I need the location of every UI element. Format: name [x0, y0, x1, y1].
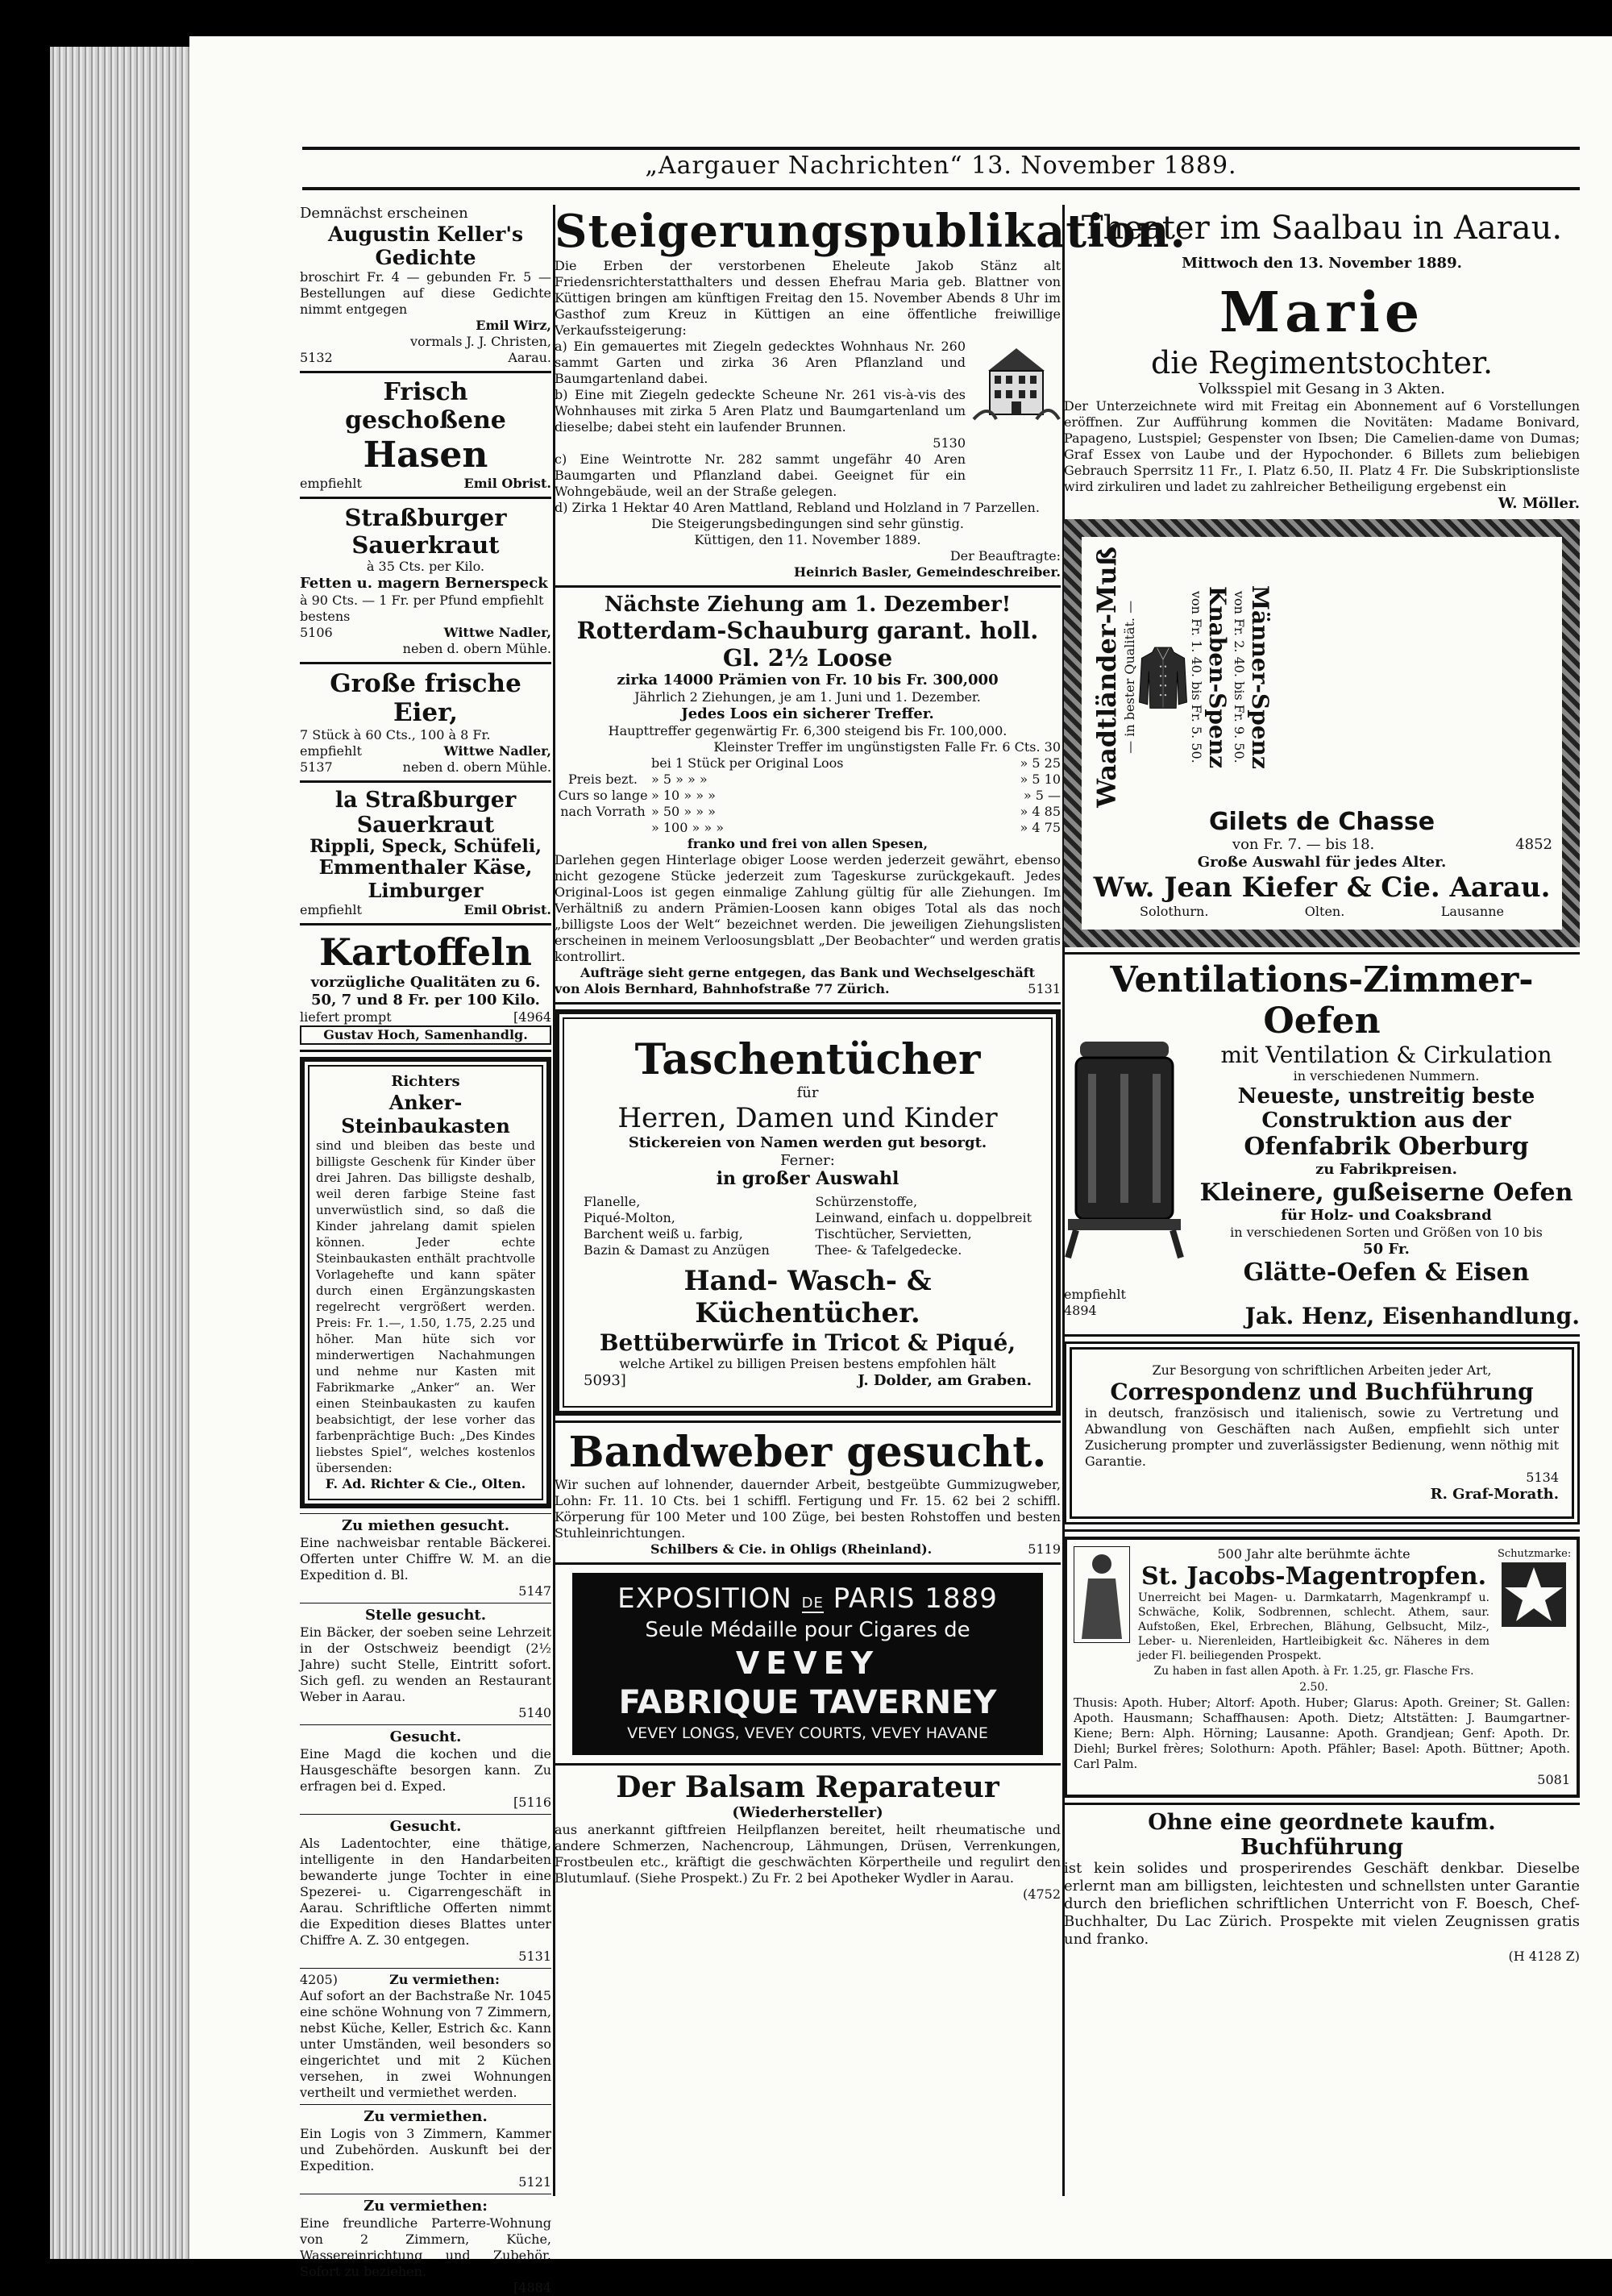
ad-line: Limburger — [368, 879, 484, 902]
ad-body: Ein Logis von 3 Zimmern, Kammer und Zubehörden. Auskunft bei der Expedition. — [300, 2126, 551, 2173]
ad-line: Kleinere, gußeiserne Oefen — [1199, 1178, 1573, 1207]
branch-town: Lausanne — [1440, 903, 1504, 919]
price-row-qty: » 50 » » » — [651, 804, 716, 819]
vertical-label-left: Waadtländer-Muß — [1091, 547, 1122, 808]
ad-title: Steigerungspublikation. — [555, 205, 1186, 258]
ad-number: 5130 — [933, 435, 966, 451]
trademark-label: Schutzmarke: — [1498, 1547, 1572, 1560]
ad-theater — [1064, 210, 1580, 513]
ad-eier — [300, 669, 551, 776]
ad-line: zu Fabrikpreisen. — [1315, 1160, 1457, 1178]
ad-line: Emmenthaler Käse, — [318, 855, 533, 879]
ad-line: à 90 Cts. — 1 Fr. per Pfund empfiehlt bestens — [300, 593, 544, 624]
ad-line: Große Auswahl für jedes Alter. — [1197, 853, 1447, 871]
ad-balsam — [555, 1770, 1061, 1903]
ad-body: Eine nachweisbar rentable Bäckerei. Offerten unter Chiffre W. M. an die Expedition d. Bl. — [300, 1535, 551, 1583]
ad-body: Auf sofort an der Bachstraße Nr. 1045 eine schöne Wohnung von 7 Zimmern, nebst Küche, Keller, Estrich &c. Kann unter Umständen, weil besonders so eingerichtet und mit 2 Küchen versehen, in zwei Wohnungen vertheilt und vermiethet werden. — [300, 1988, 551, 2100]
ad-item-a: a) Ein gemauertes mit Ziegeln gedecktes Wohnhaus Nr. 260 sammt Garten und zirka 36 Aren Pflanzland und Baumgartenland dabei. — [555, 339, 966, 386]
ad-hasen — [300, 378, 551, 492]
ad-number: 5131 — [518, 1949, 551, 1964]
ad-title: la Straßburger Sauerkraut — [334, 788, 517, 838]
ad-body: Eine Magd die kochen und die Hausgeschäfte besorgen kann. Zu erfragen bei d. Exped. — [300, 1746, 551, 1794]
ad-role: Der Beauftragte: — [949, 548, 1061, 564]
ad-line: in verschiedenen Sorten und Größen von 10 bis — [1230, 1224, 1543, 1240]
price-row-price: » 4 75 — [1020, 820, 1061, 835]
ad-body: ist kein solides und prosperirendes Geschäft denkbar. Dieselbe erlernt man am billigsten, leichtesten und schnellsten unter Garantie durch den brieflichen schriftlichen Unterricht von F. Boesch, Chef-Buchhalter, Du Lac Zürich. Prospekte mit vielen Zeugnissen gratis und franko. — [1064, 1859, 1580, 1948]
ad-number: 5131 — [1028, 981, 1061, 996]
ad-number: 4205) — [300, 1972, 338, 1987]
ad-title: St. Jacobs-Magentropfen. — [1140, 1562, 1487, 1591]
ad-vermiethen-1 — [300, 1972, 551, 2101]
ad-steigerung — [555, 205, 1186, 580]
ad-name: Emil Obrist. — [463, 902, 551, 917]
ad-title: Ohne eine geordnete kaufm. Buchführung — [1148, 1809, 1496, 1860]
ad-item-c: c) Eine Weintrotte Nr. 282 sammt ungefähr 40 Aren Baumgarten und Pflanzland dabei. Geeignet für ein Wohngebäude, weil an der Straße gelegen. — [555, 451, 966, 499]
ad-price: Zu haben in fast allen Apoth. à Fr. 1.25, gr. Flasche Frs. 2.50. — [1153, 1664, 1474, 1694]
ad-name: R. Graf-Morath. — [1430, 1485, 1559, 1503]
ad-number: [4964 — [513, 1009, 551, 1025]
ad-name: Wittwe Nadler, — [443, 625, 551, 640]
ad-date: Küttigen, den 11. November 1889. — [694, 532, 921, 547]
ad-body: Ein Bäcker, der soeben seine Lehrzeit in der Ostschweiz beendigt (2½ Jahre) sucht Stelle, Eintritt sofort. Sich gefl. zu wenden an Restaurant Weber in Aarau. — [300, 1624, 551, 1704]
ad-line: Glätte-Oefen & Eisen — [1243, 1258, 1530, 1287]
ad-miethen — [300, 1517, 551, 1599]
ad-recommend: empfiehlt — [300, 476, 362, 491]
ad-recommend: empfiehlt — [300, 902, 362, 917]
ad-body: vorzügliche Qualitäten zu 6. 50, 7 und 8 Fr. per 100 Kilo. — [310, 974, 541, 1009]
ad-number: (4752 — [1023, 1886, 1061, 1902]
ad-title: Gesucht. — [389, 1728, 462, 1745]
ad-number: 5119 — [1028, 1541, 1061, 1557]
fabric-item: Thee- & Tafelgedecke. — [815, 1242, 962, 1258]
ad-taschentuecher — [555, 1009, 1061, 1416]
price-table — [651, 755, 1061, 836]
ad-title: Rotterdam-Schauburg garant. holl. Gl. 2½ Loose — [576, 617, 1039, 672]
ad-body: sind und bleiben das beste und billigste Geschenk für Kinder über drei Jahren. Das billigste deshalb, weil deren farbige Steine fast unverwüstlich sind, so daß die Kinder jahrelang damit spielen können. Jeder echte Steinbaukasten enthält prachtvolle Vorlagehefte und kann später durch einen Ergänzungskasten regelrecht vergrößert werden. Preis: Fr. 1.—, 1.50, 1.75, 2.25 und höher. Man hüte sich vor minderwertigen Nachahmungen und nehme nur Kasten mit Fabrikmarke „Anker“ an. Wer einen Steinbaukasten zu kaufen beabsichtigt, der lese vorher das farbenprächtige Buch: „Des Kindes liebstes Spiel“, welches kostenlos übersenden: — [316, 1138, 535, 1475]
ad-name: von Alois Bernhard, Bahnhofstraße 77 Zürich. — [555, 981, 890, 996]
price-row-price: » 5 10 — [1020, 772, 1061, 787]
ad-line: Ofenfabrik Oberburg — [1244, 1132, 1529, 1161]
ad-pharmacies: Thusis: Apoth. Huber; Altorf: Apoth. Huber; Glarus: Apoth. Greiner; St. Gallen: Apoth. Hausmann; Schaffhausen: Apoth. Dietz; Altstätten: J. Baumgartner-Kiene; Bern: Alph. Hörning; Lausanne: Apoth. Grandjean; Genf: Apoth. Dr. Diehl; Burkel frères; Solothurn: Apoth. Pfähler; Basel: Apoth. Büttner; Apoth. Carl Palm. — [1074, 1695, 1570, 1771]
vertical-price-right-2: von Fr. 2. 40. bis Fr. 9. 50. — [1232, 591, 1247, 763]
ad-number: 5140 — [518, 1705, 551, 1720]
ad-title: Straßburger Sauerkraut — [344, 504, 507, 559]
ad-line: Fetten u. magern Bernerspeck — [300, 575, 548, 592]
ad-name: J. Dolder, am Graben. — [858, 1372, 1032, 1389]
ad-price: von Fr. 7. — bis 18. — [1232, 835, 1375, 853]
ad-name: Wittwe Nadler, — [443, 743, 551, 759]
ad-name: Ww. Jean Kiefer & Cie. Aarau. — [1093, 871, 1551, 904]
ad-buchfuehrung — [1064, 1810, 1580, 1965]
ad-body: in deutsch, französisch und italienisch, sowie zu Vertretung und Abwandlung von Geschäften nach Außen, empfiehlt sich unter Zusicherung prompter und zuverlässigster Bedienung, wenn nöthig mit Garantie. — [1085, 1404, 1559, 1469]
ad-number: 5093] — [584, 1372, 626, 1389]
ad-intro: Die Erben der verstorbenen Eheleute Jakob Stänz alt Friedensrichterstatthalters und dessen Ehefrau Maria geb. Blattner von Küttigen bringen am künftigen Freitag den 15. November Abends 8 Uhr im Gasthof zum Kreuz in Küttigen an eine öffentliche freiwillige Verkaufssteigerung: — [555, 258, 1061, 338]
ad-body: Wir suchen auf lohnender, dauernder Arbeit, bestgeübte Gummizugweber, Lohn: Fr. 11. 10 Cts. bei 1 schiffl. Fertigung und Fr. 15. 62 bei 2 schiffl. Körperung für 100 Meter und 100 Züge, bei besten Rohstoffen und besten Stuhleinrichtungen. — [555, 1477, 1061, 1541]
ad-line: Frisch geschoßene — [345, 378, 506, 435]
play-title: Marie — [1219, 281, 1425, 345]
expo-line: VEVEY LONGS, VEVEY COURTS, VEVEY HAVANE — [627, 1724, 988, 1742]
ad-title: Ventilations-Zimmer-Oefen — [1110, 959, 1534, 1042]
ad-title: Stelle gesucht. — [364, 1607, 487, 1624]
ad-title: Theater im Saalbau in Aarau. — [1081, 210, 1563, 247]
ad-line: Haupttreffer gegenwärtig Fr. 6,300 steigend bis Fr. 100,000. — [608, 723, 1008, 738]
ad-title: Zu vermiethen: — [364, 2198, 488, 2215]
ad-exposition-taverney — [572, 1573, 1043, 1755]
ad-title: Der Balsam Reparateur — [616, 1770, 999, 1804]
ad-line: Aufträge sieht gerne entgegen, das Bank und Wechselgeschäft — [580, 965, 1035, 980]
ad-signer-2: vormals J. J. Christen, — [410, 334, 551, 349]
ad-anker-steinbaukasten — [300, 1057, 551, 1508]
ad-kraut-kaese — [300, 788, 551, 918]
ad-title: Zu vermiethen: — [389, 1972, 500, 1987]
ad-number: 5132 — [300, 350, 333, 365]
ad-name: Jak. Henz, Eisenhandlung. — [1244, 1302, 1580, 1329]
ad-body: Der Unterzeichnete wird mit Freitag ein Abonnement auf 6 Vorstellungen eröffnen. Zur Aufführung kommen die Novitäten: Madame Bonivard, Papageno, Lustspiel; Gespenster von Ibsen; Die Camelien-dame von Dumas; Graf Essex von Laube und der Hypochonder. 6 Billets zum beliebigen Gebrauch Sperrsitz 11 Fr., I. Platz 6.50, II. Platz 4 Fr. Die Subskriptionsliste wird zirkuliren und ladet zu zahlreicher Betheiligung ergebenst ein — [1064, 398, 1580, 494]
ad-jacobs-magentropfen — [1064, 1537, 1580, 1798]
play-genre: Volksspiel mit Gesang in 3 Akten. — [1199, 381, 1445, 397]
ad-line: Zur Besorgung von schriftlichen Arbeiten jeder Art, — [1152, 1362, 1492, 1378]
ad-line: franko und frei von allen Spesen, — [687, 836, 929, 851]
ad-number: 5137 — [300, 759, 333, 775]
header-rule-top — [302, 147, 1580, 150]
fabric-item: Tischtücher, Servietten, — [815, 1226, 972, 1242]
ad-title: Kartoffeln — [319, 930, 532, 974]
expo-line: PARIS 1889 — [833, 1583, 998, 1615]
ad-price: 7 Stück à 60 Cts., 100 à 8 Fr. — [300, 727, 491, 742]
ad-kicker: Richters — [391, 1073, 460, 1090]
ad-address: neben d. obern Mühle. — [402, 641, 551, 656]
ad-title: Zu vermiethen. — [364, 2108, 488, 2125]
book-page-edge — [50, 47, 191, 2259]
ad-body: Als Ladentochter, eine thätige, intelligente in den Handarbeiten bewanderte junge Tochter in eine Spezerei- u. Cigarrengeschäft in Aarau. Schriftliche Offerten nimmt die Expedition dieses Blattes unter Chiffre A. Z. 30 entgegen. — [300, 1836, 551, 1948]
ad-magd — [300, 1728, 551, 1811]
price-row-qty: » 5 » » » — [651, 772, 708, 787]
expo-line: Seule Médaille pour Cigares de — [645, 1618, 970, 1642]
ad-title: Correspondenz und Buchführung — [1110, 1378, 1534, 1405]
ad-maker: F. Ad. Richter & Cie., Olten. — [325, 1476, 526, 1491]
ad-loose — [555, 593, 1061, 997]
price-row-price: » 5 — — [1023, 788, 1061, 803]
ad-line: Herren, Damen und Kinder — [617, 1102, 998, 1134]
ad-line: Ferner: — [780, 1152, 835, 1169]
header-rule-bottom — [302, 187, 1580, 190]
ad-line: Jährlich 2 Ziehungen, je am 1. Juni und 1. Dezember. — [634, 689, 981, 705]
column-right — [1064, 205, 1580, 1965]
ad-title: Hasen — [363, 435, 488, 476]
ad-title: Gesucht. — [389, 1818, 462, 1835]
play-subtitle: die Regimentstochter. — [1150, 345, 1494, 381]
expo-line: EXPOSITION — [617, 1583, 792, 1615]
fabric-item: Bazin & Damast zu Anzügen — [584, 1242, 770, 1258]
ad-recommend: empfiehlt — [300, 743, 362, 759]
ad-line: zirka 14000 Prämien von Fr. 10 bis Fr. 300,000 — [617, 672, 999, 688]
fabric-item: Leinwand, einfach u. doppelbreit — [815, 1210, 1032, 1225]
ad-title: Zu miethen gesucht. — [342, 1517, 509, 1534]
ad-name: Schilbers & Cie. in Ohligs (Rheinland). — [650, 1541, 933, 1557]
ad-line: Kleinster Treffer im ungünstigsten Falle Fr. 6 Cts. 30 — [713, 739, 1061, 755]
ad-keller-gedichte — [300, 205, 551, 366]
jacket-illustration — [1138, 568, 1188, 786]
ad-stelle — [300, 1607, 551, 1721]
ad-line: für — [796, 1084, 819, 1101]
ad-kicker: Nächste Ziehung am 1. Dezember! — [604, 593, 1012, 617]
house-illustration — [972, 339, 1061, 427]
ad-body: Eine freundliche Parterre-Wohnung von 2 Zimmern, Küche, Wassereinrichtung und Zubehör. Sofort zu beziehen. — [300, 2215, 551, 2279]
ad-line: welche Artikel zu billigen Preisen bestens empfohlen hält — [619, 1356, 996, 1371]
ad-title: Augustin Keller's Gedichte — [327, 223, 524, 269]
oven-illustration — [1064, 1042, 1185, 1259]
ad-line: Hand- Wasch- & Küchentücher. — [683, 1265, 932, 1329]
ad-oefen — [1064, 959, 1580, 1329]
ad-name: Gustav Hoch, Samenhandlg. — [300, 1025, 551, 1045]
ad-body: broschirt Fr. 4 — gebunden Fr. 5 — Bestellungen auf diese Gedichte nimmt entgegen — [300, 269, 551, 317]
ad-body: Unerreicht bei Magen- u. Darmkatarrh, Magenkrampf u. Schwäche, Kolik, Sodbrennen, schlecht. Athem, saur. Aufstoßen, Ekel, Erbrechen, Blähung, Gelbsucht, Milz-, Leber- u. Nierenleiden, Hartleibigkeit &c. Näheres in dem jeder Fl. beiliegenden Prospekt. — [1138, 1591, 1489, 1662]
ad-number: (H 4128 Z) — [1508, 1948, 1580, 1964]
price-side-label: Preis bezt. Curs so lange nach Vorrath — [558, 772, 648, 819]
ad-title: Bandweber gesucht. — [568, 1428, 1047, 1477]
ad-title: Anker-Steinbaukasten — [341, 1091, 510, 1138]
price-row-price: » 5 25 — [1020, 755, 1061, 771]
ad-kicker: 500 Jahr alte berühmte ächte — [1217, 1545, 1410, 1562]
ad-name: Emil Obrist. — [463, 476, 551, 491]
vertical-sublabel-left: — in bester Qualität. — — [1122, 600, 1137, 754]
column-left — [300, 205, 551, 2296]
monk-illustration — [1074, 1546, 1130, 1643]
ad-signer: Emil Wirz, — [476, 318, 551, 333]
ad-item-b: b) Eine mit Ziegeln gedeckte Scheune Nr. 261 vis-à-vis des Wohnhauses mit zirka 5 Aren Platz und Baumgartenland um dieselbe; dabei steht ein laufender Brunnen. — [555, 387, 966, 435]
vertical-label-right: Knaben-Spenz — [1204, 585, 1231, 768]
ad-recommend: empfiehlt — [1064, 1286, 1126, 1302]
vertical-label-right-2: Männer-Spenz — [1247, 584, 1273, 769]
ad-date: Mittwoch den 13. November 1889. — [1182, 255, 1462, 272]
branch-town: Solothurn. — [1140, 903, 1209, 919]
price-row-price: » 4 85 — [1020, 804, 1061, 819]
ad-body: aus anerkannt giftfreien Heilpflanzen bereitet, heilt rheumatische und andere Schmerzen, Nachencroup, Lähmungen, Drüsen, Verrenkungen, Frostbeulen etc., kräftigt die geschwächten Körpertheile und regulirt den Blutumlauf. (Siehe Prospekt.) Zu Fr. 2 bei Apotheker Wydler in Aarau. — [555, 1822, 1061, 1886]
ad-number: 4852 — [1515, 835, 1552, 853]
ad-vermiethen-2 — [300, 2108, 551, 2190]
fabric-item: Schürzenstoffe, — [815, 1194, 918, 1209]
fabric-item: Barchent weiß u. farbig, — [584, 1226, 743, 1242]
ad-line: Rippli, Speck, Schüfeli, — [310, 836, 542, 857]
ad-line: Jedes Loos ein sicherer Treffer. — [681, 705, 934, 722]
fabric-item: Flanelle, — [584, 1194, 641, 1209]
ad-item-d: d) Zirka 1 Hektar 40 Aren Mattland, Rebland und Holzland in 7 Parzellen. — [555, 500, 1040, 515]
ad-correspondenz — [1064, 1341, 1580, 1524]
ad-number: 5134 — [1526, 1469, 1559, 1485]
ad-conditions: Die Steigerungsbedingungen sind sehr günstig. — [651, 516, 964, 531]
ad-line: mit Ventilation & Cirkulation — [1220, 1041, 1552, 1068]
ad-line: in großer Auswahl — [716, 1168, 899, 1189]
ad-title: Gilets de Chasse — [1208, 807, 1435, 836]
ad-ladentochter — [300, 1818, 551, 1965]
page-header: „Aargauer Nachrichten“ 13. November 1889. — [645, 152, 1237, 180]
ad-name: W. Möller. — [1498, 495, 1580, 512]
ad-sauerkraut — [300, 504, 551, 657]
ad-vermiethen-3 — [300, 2198, 551, 2296]
ad-line: liefert prompt — [300, 1009, 392, 1025]
ad-name: Heinrich Basler, Gemeindeschreiber. — [793, 564, 1061, 580]
branch-town: Olten. — [1304, 903, 1345, 919]
ad-address: neben d. obern Mühle. — [402, 759, 551, 775]
ad-line: Stickereien von Namen werden gut besorgt. — [628, 1134, 987, 1151]
ad-body: Darlehen gegen Hinterlage obiger Loose werden jederzeit gewährt, ebenso nicht gezogene Stücke jederzeit zum Tageskurse zurückgekauft. Jedes Original-Loos ist gegen einmalige Zahlung gültig für alle Ziehungen. Im Verhältniß zu andern Prämien-Loosen kann obiges Total als das noch „billigste Loos der Welt“ bezeichnet werden. Die jeweiligen Ziehungslisten erscheinen in meinem Verloosungsblatt „Der Beobachter“ und werden gratis kontrollirt. — [555, 852, 1061, 964]
ad-subtitle: (Wiederhersteller) — [732, 1804, 883, 1821]
ad-number: 4894 — [1064, 1302, 1097, 1318]
expo-line: VEVEY — [735, 1645, 880, 1681]
ad-bandweber — [555, 1428, 1061, 1558]
expo-line: FABRIQUE TAVERNEY — [618, 1684, 997, 1721]
ad-number: 5081 — [1537, 1771, 1570, 1787]
ad-line: 50 Fr. — [1363, 1240, 1410, 1258]
ad-number: [5116 — [513, 1795, 551, 1810]
fabric-item: Piqué-Molton, — [584, 1210, 675, 1225]
ad-price: à 35 Cts. per Kilo. — [366, 559, 485, 574]
price-row-qty: bei 1 Stück per Original Loos — [651, 755, 844, 771]
ad-line: Neueste, unstreitig beste Construktion aus der — [1237, 1084, 1535, 1133]
ad-line: Bettüberwürfe in Tricot & Piqué, — [599, 1329, 1016, 1356]
ad-title: Große frische Eier, — [330, 669, 521, 727]
ad-place: Aarau. — [508, 350, 551, 365]
ad-number: 5147 — [518, 1583, 551, 1599]
ad-line: in verschiedenen Nummern. — [1293, 1067, 1480, 1084]
price-row-qty: » 100 » » » — [651, 820, 725, 835]
ad-number: 5121 — [518, 2174, 551, 2190]
ad-number: 5106 — [300, 625, 333, 640]
ad-kartoffeln — [300, 930, 551, 1045]
price-row-qty: » 10 » » » — [651, 788, 716, 803]
ad-kiefer-kleider — [1064, 519, 1580, 947]
ad-title: Taschentücher — [634, 1035, 981, 1084]
ad-kicker: Demnächst erscheinen — [300, 205, 468, 222]
star-trademark-icon — [1502, 1562, 1566, 1627]
vertical-price-right: von Fr. 1. 40. bis Fr. 5. 50. — [1189, 591, 1204, 763]
ad-number: [4884 — [513, 2280, 551, 2295]
expo-de: DE — [801, 1595, 824, 1612]
ad-line: für Holz- und Coaksbrand — [1281, 1206, 1492, 1224]
